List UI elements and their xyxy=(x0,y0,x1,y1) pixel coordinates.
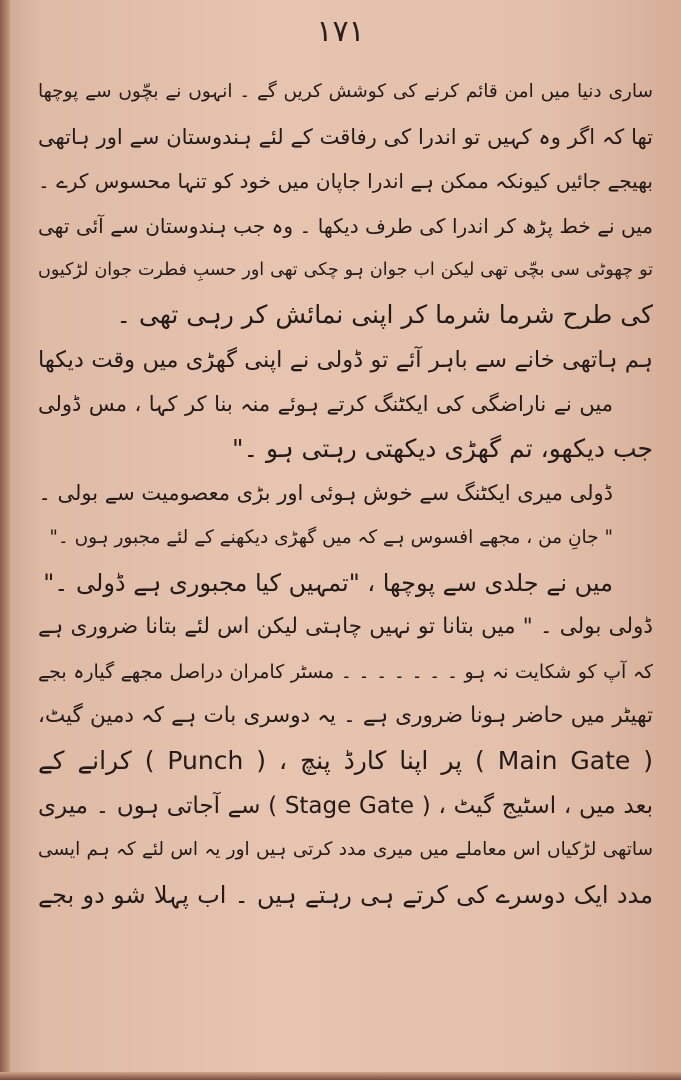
text-line: جب دیکھو، تم گھڑی دیکھتی رہتی ہو ۔" xyxy=(231,433,653,463)
text-line: تو چھوٹی سی بچّی تھی لیکن اب جوان ہو چکی تھی اور حسبِ فطرت جوان لڑکیوں xyxy=(38,260,653,281)
text-line: کہ آپ کو شکایت نہ ہو ۔ ۔ ۔ ۔ ۔ ۔ ۔ مسٹر کامران دراصل مجھے گیارہ بجے xyxy=(38,660,653,683)
text-line: تھا کہ اگر وہ کہیں تو اندرا کی رفاقت کے لئے ہندوستان سے اور ہاتھی xyxy=(38,124,653,149)
text-line: میں نے ناراضگی کی ایکٹنگ کرتے ہوئے منہ بنا کر کہا ، مس ڈولی xyxy=(38,392,613,417)
text-line: کی طرح شرما شرما کر اپنی نمائش کر رہی تھی ۔ xyxy=(116,299,653,329)
text-line: ڈولی میری ایکٹنگ سے خوش ہوئی اور بڑی معصومیت سے بولی ۔ xyxy=(38,481,613,506)
text-line: میں نے خط پڑھ کر اندرا کی طرف دیکھا ۔ وہ جب ہندوستان سے آئی تھی xyxy=(38,213,653,238)
text-line: بعد میں ، اسٹیج گیٹ ، ( Stage Gate ) سے آجاتی ہوں ۔ میری xyxy=(38,792,653,819)
text-line: تھیٹر میں حاضر ہونا ضروری ہے ۔ یہ دوسری بات ہے کہ دمین گیٹ، xyxy=(38,703,653,729)
text-line: ساری دنیا میں امن قائم کرنے کی کوشش کریں گے ۔ انہوں نے بچّوں سے پوچھا xyxy=(38,81,653,102)
page-binding-edge xyxy=(0,0,10,1080)
text-line: ڈولی بولی ۔ " میں بتانا تو نہیں چاہتی لیکن اس لئے بتانا ضروری ہے xyxy=(38,614,653,640)
text-line: میں نے جلدی سے پوچھا ، "تمہیں کیا مجبوری ہے ڈولی ۔" xyxy=(43,568,613,597)
text-line: بھیجے جائیں کیونکہ ممکن ہے اندرا جاپان میں خود کو تنہا محسوس کرے ۔ xyxy=(38,169,653,194)
text-line: مدد ایک دوسرے کی کرتے ہی رہتے ہیں ۔ اب پہلا شو دو بجے xyxy=(38,880,653,909)
page-number: ۱۷۱ xyxy=(316,14,365,49)
text-line: " جانِ من ، مجھے افسوس ہے کہ میں گھڑی دیکھنے کے لئے مجبور ہوں ۔" xyxy=(49,526,613,548)
body-text xyxy=(38,70,653,917)
text-line: ساتھی لڑکیاں اس معاملے میں میری مدد کرتی ہیں اور یہ اس لئے کہ ہم ایسی xyxy=(38,839,653,861)
page-bottom-edge xyxy=(0,1072,681,1080)
text-line: ہم ہاتھی خانے سے باہر آئے تو ڈولی نے اپنی گھڑی میں وقت دیکھا xyxy=(38,346,653,373)
text-line: ( Main Gate ) پر اپنا کارڈ پنچ ، ( Punch ) کرانے کے xyxy=(38,745,653,775)
